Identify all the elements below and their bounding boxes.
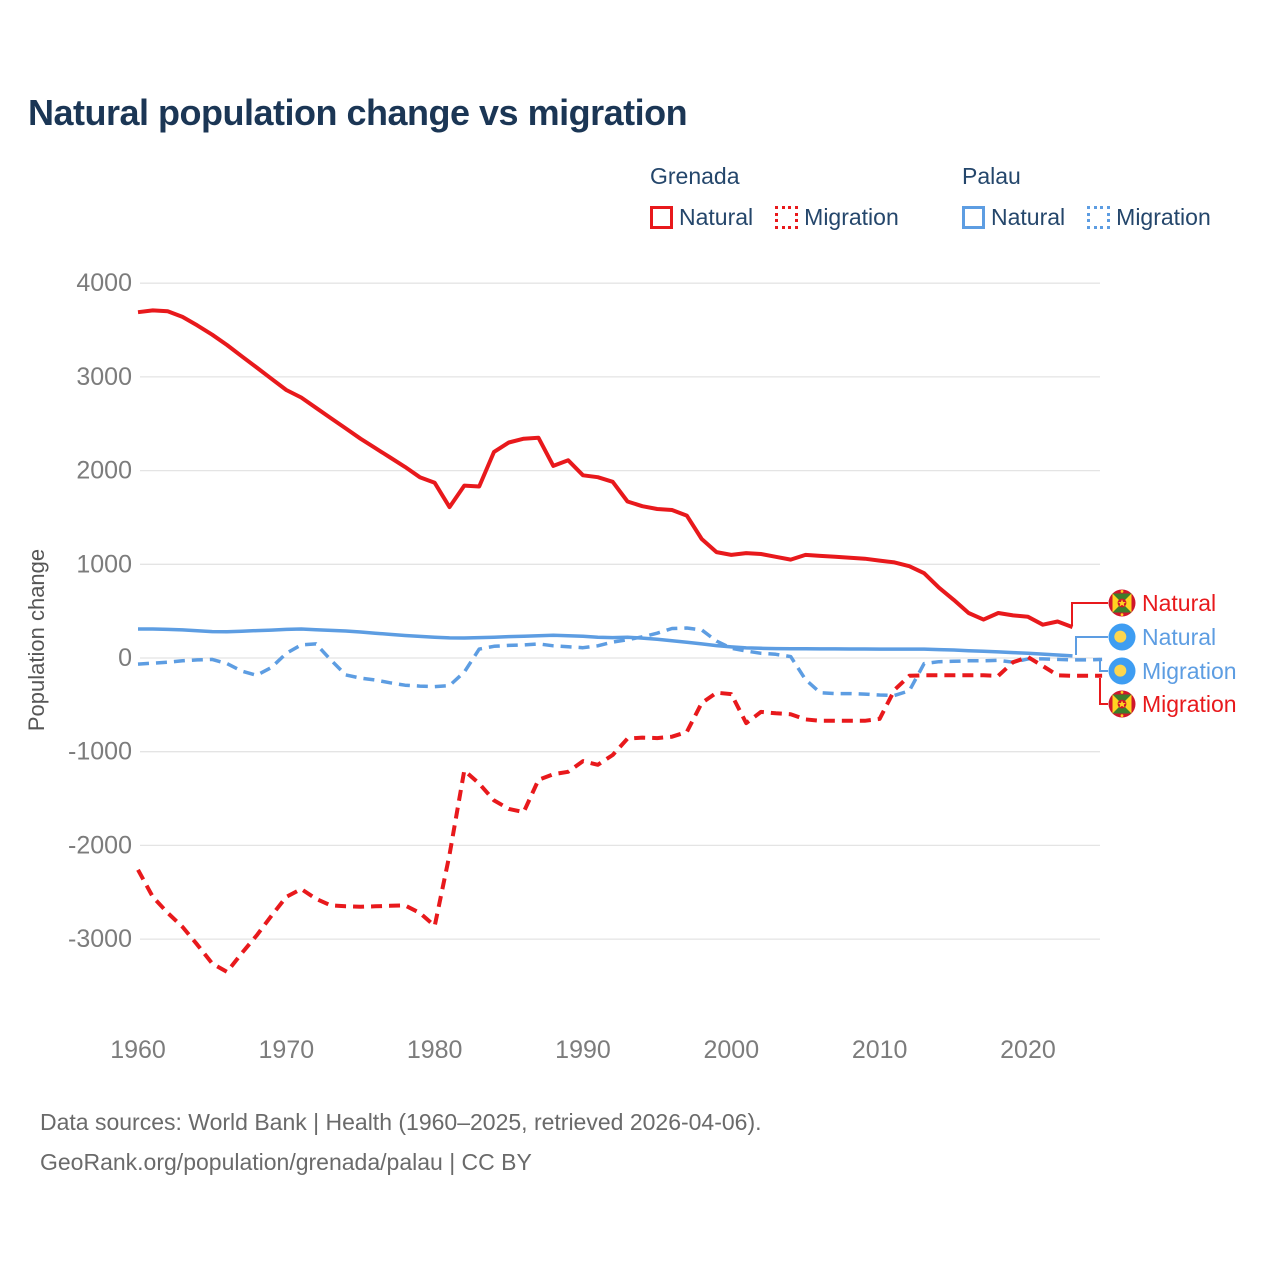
y-tick-label: -3000 bbox=[68, 925, 132, 954]
palau-migration-connector bbox=[1100, 661, 1108, 671]
legend-item-label: Migration bbox=[1116, 204, 1211, 230]
end-label-text: Natural bbox=[1142, 589, 1217, 616]
grenada-flag-icon bbox=[1108, 589, 1136, 617]
palau-natural-connector bbox=[1076, 637, 1108, 655]
y-tick-label: 1000 bbox=[76, 550, 132, 579]
end-label-grenada-migration bbox=[1108, 690, 1237, 718]
end-label-text: Migration bbox=[1142, 657, 1237, 684]
x-tick-label: 1990 bbox=[555, 1036, 611, 1064]
footer bbox=[40, 1102, 762, 1182]
end-label-palau-natural bbox=[1108, 623, 1216, 651]
legend-item-label: Migration bbox=[804, 204, 899, 230]
grenada-flag-icon bbox=[1108, 690, 1136, 718]
gridlines bbox=[140, 283, 1100, 939]
y-axis-title: Population change bbox=[24, 548, 49, 732]
y-tick-label: 2000 bbox=[76, 456, 132, 485]
x-tick-label: 1960 bbox=[110, 1036, 166, 1064]
y-tick-label: -2000 bbox=[68, 831, 132, 860]
grenada-natural-connector bbox=[1072, 603, 1108, 626]
end-label-text: Migration bbox=[1142, 690, 1237, 717]
y-tick-label: -1000 bbox=[68, 737, 132, 766]
legend-item-label: Natural bbox=[991, 204, 1066, 230]
palau-flag-icon bbox=[1108, 657, 1136, 685]
palau-flag-icon bbox=[1108, 623, 1136, 651]
page-title: Natural population change vs migration bbox=[28, 92, 688, 133]
end-label-palau-migration bbox=[1108, 657, 1237, 685]
series-line-grenada-natural bbox=[138, 310, 1073, 627]
y-tick-label: 4000 bbox=[76, 269, 132, 298]
y-tick-label: 0 bbox=[118, 644, 132, 672]
legend-country-label: Grenada bbox=[650, 163, 740, 189]
x-tick-label: 2020 bbox=[1000, 1036, 1056, 1064]
y-axis-tick-labels bbox=[68, 269, 132, 953]
series-lines bbox=[138, 310, 1102, 972]
x-axis-tick-labels bbox=[110, 1036, 1056, 1064]
end-label-grenada-natural bbox=[1108, 589, 1216, 617]
x-tick-label: 2010 bbox=[851, 1036, 908, 1064]
data-sources-text: Data sources: World Bank | Health (1960–2025, retrieved 2026-04-06). bbox=[40, 1109, 762, 1135]
attribution-text: GeoRank.org/population/grenada/palau | CC BY bbox=[40, 1149, 532, 1175]
y-tick-label: 3000 bbox=[76, 362, 132, 391]
x-tick-label: 1980 bbox=[406, 1036, 463, 1064]
legend-country-label: Palau bbox=[962, 163, 1021, 189]
x-tick-label: 2000 bbox=[703, 1036, 760, 1064]
x-tick-label: 1970 bbox=[258, 1036, 315, 1064]
end-label-connectors bbox=[1072, 603, 1108, 704]
end-label-text: Natural bbox=[1142, 623, 1217, 650]
legend-item-label: Natural bbox=[679, 204, 754, 230]
series-line-grenada-migration bbox=[138, 657, 1102, 972]
grenada-migration-connector bbox=[1100, 678, 1108, 704]
